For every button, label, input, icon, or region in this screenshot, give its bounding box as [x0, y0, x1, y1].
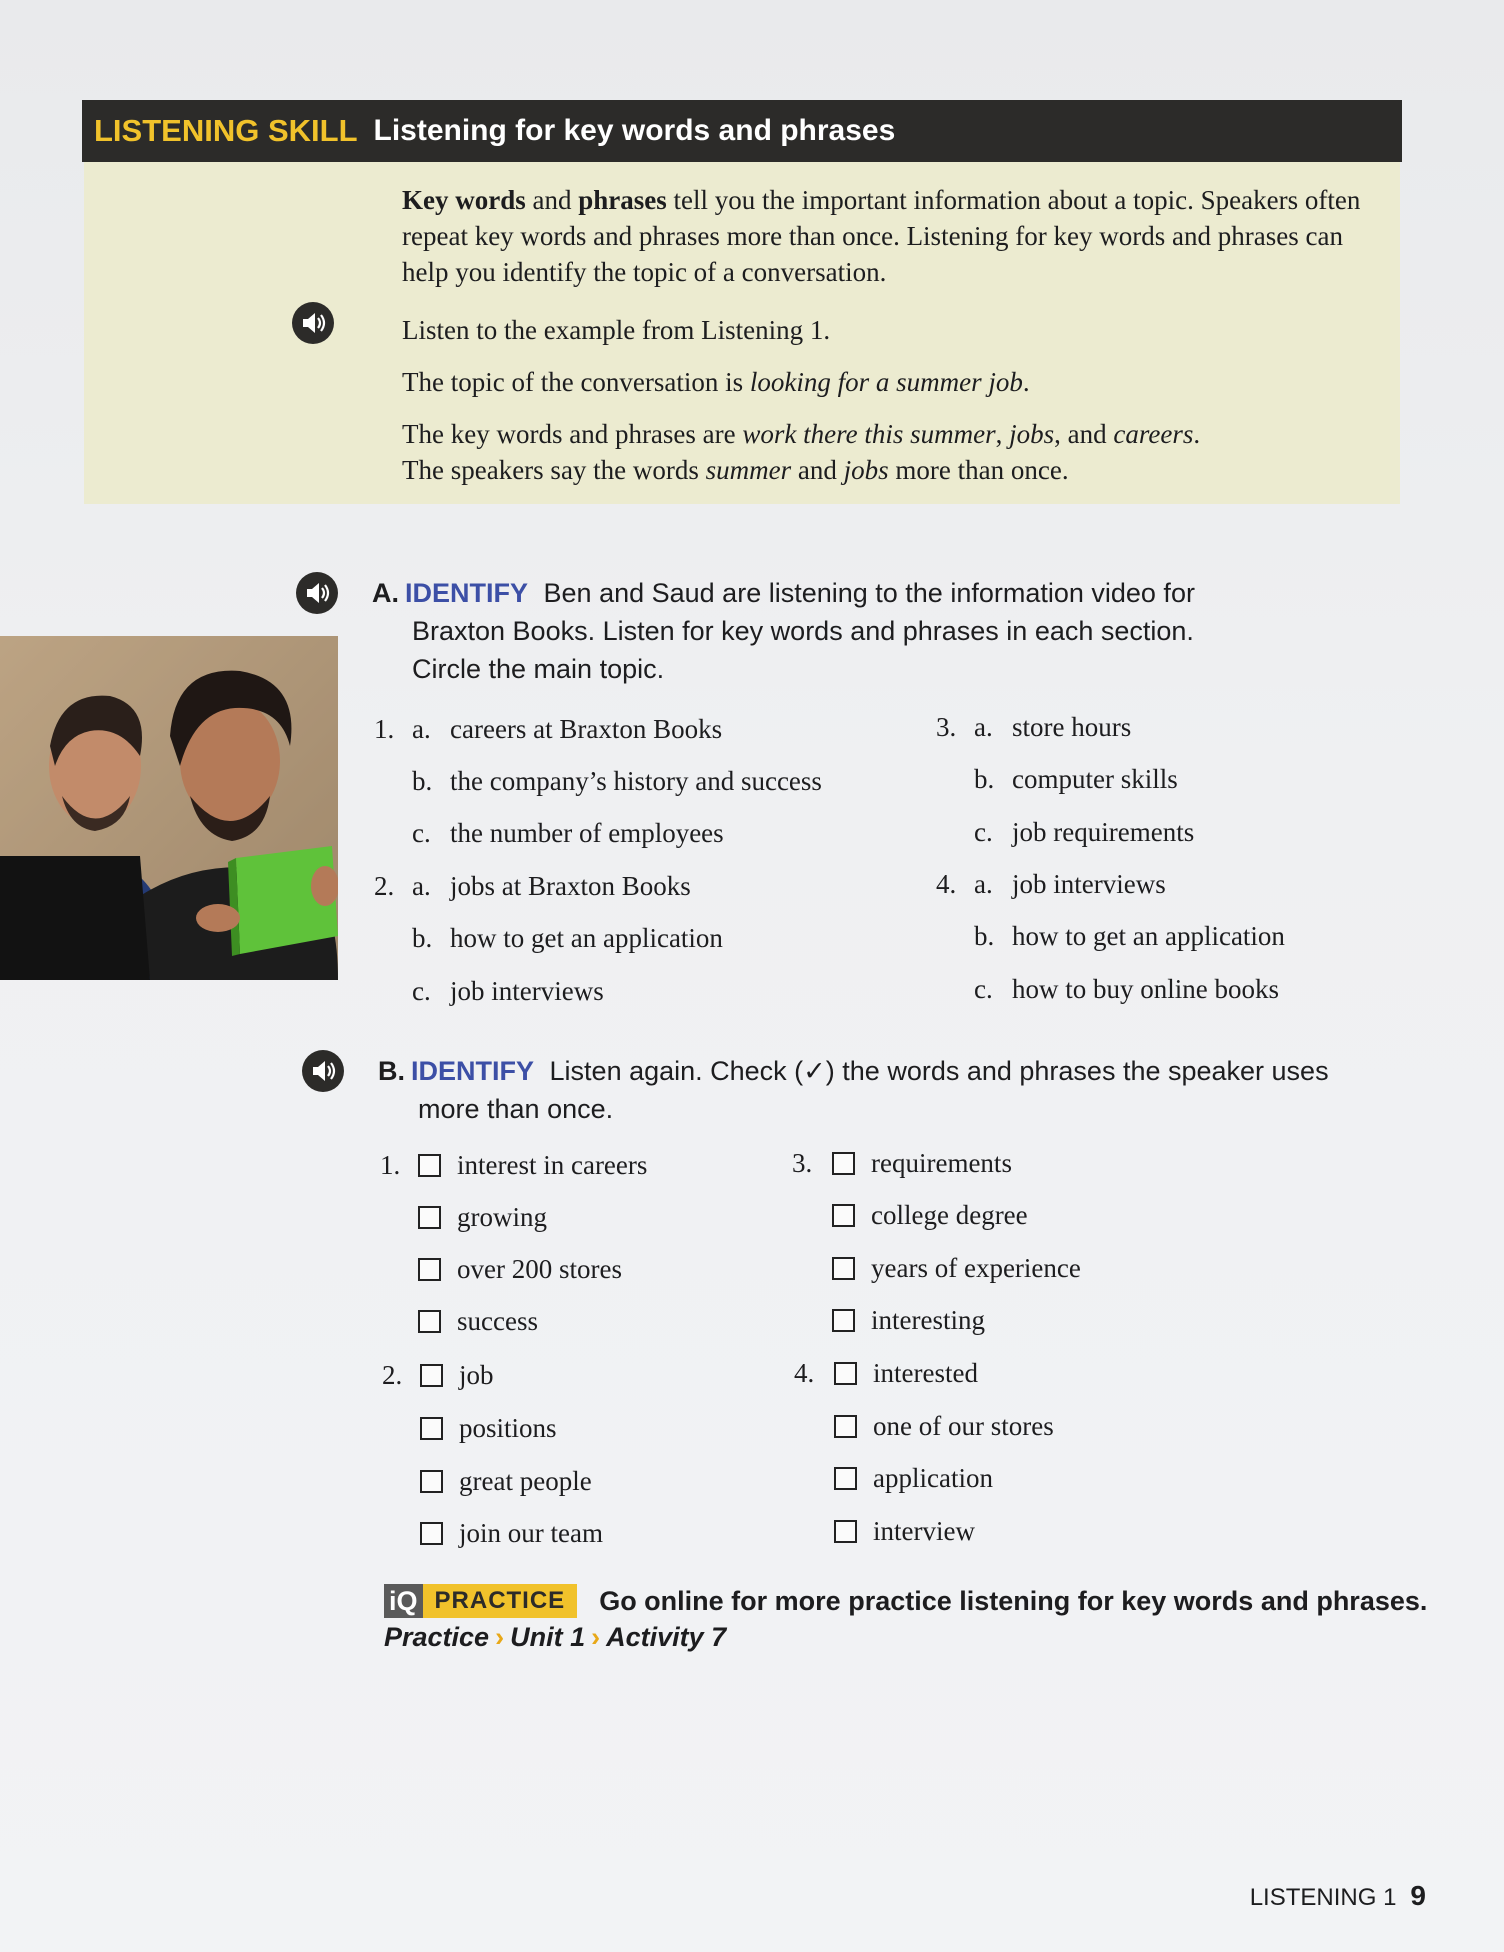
checkbox[interactable] [834, 1362, 857, 1385]
checkbox-item[interactable]: interesting [832, 1305, 985, 1336]
question-a-3c[interactable]: c. job requirements [974, 817, 1195, 847]
audio-button-b[interactable] [302, 1050, 344, 1092]
question-a-1b[interactable]: b. the company’s history and success [412, 766, 822, 796]
section-b-instructions: B. IDENTIFY Listen again. Check (✓) the words and phrases the speaker uses more than once. [378, 1056, 1329, 1124]
skill-intro-paragraph: Key words and phrases tell you the important information about a topic. Speakers often repeat key words and phrases more than once. Listening for key words and phrases can help you identify the topic of a conversation. [402, 185, 1361, 287]
question-a-2c[interactable]: c. job interviews [412, 976, 604, 1006]
speaker-icon [303, 579, 331, 607]
checkbox[interactable] [832, 1204, 855, 1227]
checkbox[interactable] [418, 1206, 441, 1229]
checkbox[interactable] [420, 1470, 443, 1493]
checkbox[interactable] [832, 1152, 855, 1175]
checkbox-item[interactable]: college degree [832, 1200, 1028, 1231]
checkbox[interactable] [418, 1154, 441, 1177]
question-a-2a[interactable]: 2. a. jobs at Braxton Books [374, 871, 691, 901]
checkbox-item[interactable]: great people [420, 1466, 592, 1497]
skill-header [82, 100, 1402, 162]
checkbox-item[interactable]: interview [834, 1516, 975, 1547]
iq-logo: iQ [384, 1584, 423, 1618]
checkbox-item[interactable]: application [834, 1463, 993, 1494]
skill-tag: LISTENING SKILL [94, 113, 358, 148]
checkbox-item[interactable]: over 200 stores [418, 1254, 622, 1285]
checkbox-item[interactable]: join our team [420, 1518, 603, 1549]
checkbox-item[interactable]: years of experience [832, 1253, 1081, 1284]
question-a-1a[interactable]: 1. a. careers at Braxton Books [374, 714, 723, 744]
question-a-3b[interactable]: b. computer skills [974, 764, 1178, 794]
speaker-icon [299, 309, 327, 337]
question-a-3a[interactable]: 3. a. store hours [936, 712, 1132, 742]
key-words-bold: Key words [402, 185, 526, 215]
checkbox-item[interactable]: one of our stores [834, 1411, 1054, 1442]
audio-button-a[interactable] [296, 572, 338, 614]
group-number: 4. [794, 1358, 815, 1388]
checkbox[interactable] [418, 1258, 441, 1281]
question-a-2b[interactable]: b. how to get an application [412, 923, 723, 953]
checkbox[interactable] [420, 1522, 443, 1545]
checkbox-item[interactable]: positions [420, 1413, 557, 1444]
section-a-instructions: A. IDENTIFY Ben and Saud are listening to the information video for Braxton Books. Listen for key words and phrases in each section. Circle the main topic. [372, 578, 1195, 684]
checkbox-item[interactable]: job [420, 1360, 494, 1391]
skill-title: Listening for key words and phrases [373, 114, 896, 147]
speaker-icon [309, 1057, 337, 1085]
group-number: 1. [380, 1150, 401, 1180]
question-a-4b[interactable]: b. how to get an application [974, 921, 1285, 951]
group-number: 2. [382, 1360, 403, 1390]
checkbox[interactable] [832, 1257, 855, 1280]
group-number: 3. [792, 1148, 813, 1178]
keywords-sentence: The key words and phrases are work there this summer, jobs, and careers. The speakers say the words summer and jobs more than once. [402, 419, 1201, 485]
checkbox-item[interactable]: requirements [832, 1148, 1012, 1179]
footer-label: LISTENING 1 [1249, 1884, 1397, 1911]
checkbox-item[interactable]: growing [418, 1202, 547, 1233]
checkbox[interactable] [420, 1417, 443, 1440]
checkbox[interactable] [834, 1415, 857, 1438]
audio-button-skill[interactable] [292, 302, 334, 344]
page-footer [1250, 1880, 1426, 1912]
question-a-4a[interactable]: 4. a. job interviews [936, 869, 1166, 899]
topic-sentence: The topic of the conversation is looking for a summer job. [402, 367, 1030, 397]
practice-tag: PRACTICE [423, 1584, 578, 1618]
checkbox[interactable] [834, 1467, 857, 1490]
checkbox-item[interactable]: interested [834, 1358, 978, 1389]
students-photo [0, 636, 338, 980]
checkbox[interactable] [420, 1364, 443, 1387]
checkbox-item[interactable]: interest in careers [418, 1150, 647, 1181]
phrases-bold: phrases [578, 185, 667, 215]
page-number: 9 [1410, 1880, 1426, 1911]
practice-path[interactable]: Practice › Unit 1 › Activity 7 [384, 1622, 727, 1652]
iq-practice-bar [384, 1584, 1427, 1618]
question-a-1c[interactable]: c. the number of employees [412, 818, 724, 848]
practice-text: Go online for more practice listening for key words and phrases. [599, 1585, 1428, 1616]
chevron-right-icon: › [591, 1622, 601, 1652]
checkbox[interactable] [834, 1520, 857, 1543]
checkbox[interactable] [418, 1310, 441, 1333]
question-a-4c[interactable]: c. how to buy online books [974, 974, 1279, 1004]
checkbox[interactable] [832, 1309, 855, 1332]
chevron-right-icon: › [495, 1622, 505, 1652]
checkbox-item[interactable]: success [418, 1306, 538, 1337]
listen-instruction: Listen to the example from Listening 1. [402, 315, 831, 345]
